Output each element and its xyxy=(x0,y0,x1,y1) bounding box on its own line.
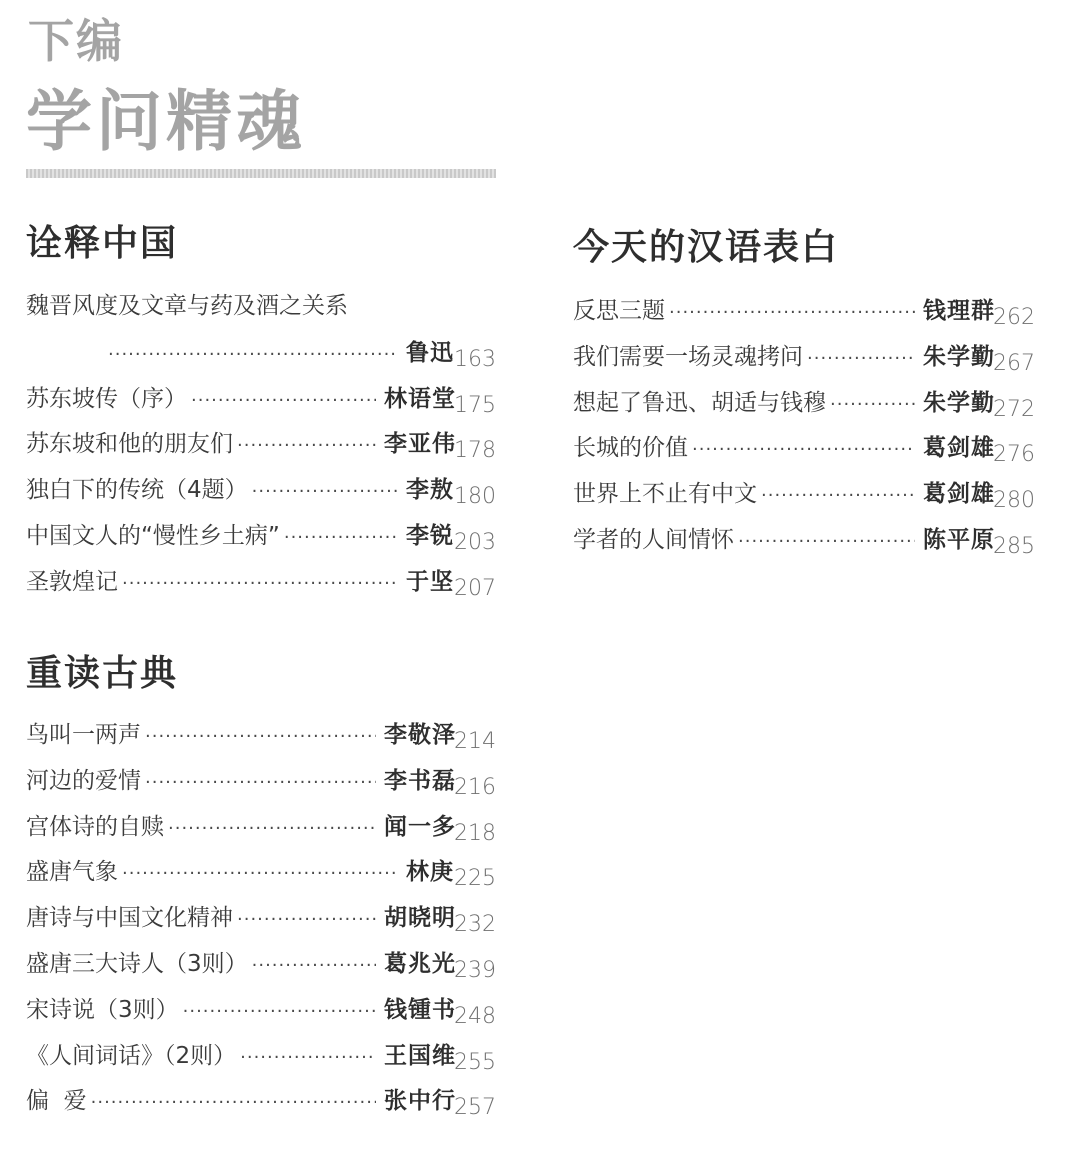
dot-leader xyxy=(826,382,915,428)
dot-leader xyxy=(87,1080,376,1126)
toc-entry[interactable] xyxy=(26,849,496,895)
entry-author: 林庚 xyxy=(406,858,454,886)
toc-entry[interactable] xyxy=(26,284,496,376)
entry-page: 262 xyxy=(993,305,1035,330)
entry-page: 239 xyxy=(454,957,496,983)
entry-page: 255 xyxy=(454,1049,496,1075)
toc-entry[interactable] xyxy=(26,513,496,559)
toc-entry[interactable] xyxy=(573,334,1035,380)
entry-author: 葛兆光 xyxy=(384,949,456,977)
entry-author: 林语堂 xyxy=(384,384,456,412)
entry-author: 朱学勤 xyxy=(923,388,995,416)
dot-leader xyxy=(757,473,915,519)
section-interpreting-china xyxy=(26,222,496,605)
section-title: 今天的汉语表白 xyxy=(573,227,840,268)
dot-leader xyxy=(141,714,376,760)
toc-entry[interactable] xyxy=(573,380,1035,426)
entry-title: 反思三题 xyxy=(573,298,665,324)
entry-title: 唐诗与中国文化精神 xyxy=(26,905,233,932)
entry-author: 朱学勤 xyxy=(923,342,995,370)
toc-entry[interactable] xyxy=(26,1033,496,1079)
part-title: 学问精魂 xyxy=(26,82,306,160)
entry-title: 长城的价值 xyxy=(573,435,688,462)
entry-title: 宫体诗的自赎 xyxy=(26,813,164,840)
entry-title: 鸟叫一两声 xyxy=(26,722,141,748)
section-title: 重读古典 xyxy=(26,653,179,694)
entry-author: 李亚伟 xyxy=(384,430,456,458)
entry-page: 163 xyxy=(454,346,496,372)
dot-leader xyxy=(141,760,376,806)
entry-page: 248 xyxy=(454,1003,496,1029)
dot-leader xyxy=(248,943,376,989)
toc-entry[interactable] xyxy=(26,467,496,513)
entry-title: 宋诗说（3则） xyxy=(26,996,179,1023)
entry-author: 钱理群 xyxy=(923,297,995,324)
entry-title: 想起了鲁迅、胡适与钱穆 xyxy=(573,389,826,416)
entry-title: 盛唐气象 xyxy=(26,859,118,886)
entry-page: 178 xyxy=(454,438,496,464)
dot-leader xyxy=(803,336,915,382)
dot-leader xyxy=(236,1035,376,1081)
entry-page: 207 xyxy=(454,575,496,601)
entry-title: 苏东坡和他的朋友们 xyxy=(26,431,233,458)
dot-leader xyxy=(734,519,915,565)
toc-list xyxy=(26,712,496,1124)
dot-leader xyxy=(118,851,398,897)
toc-entry[interactable] xyxy=(573,288,1035,334)
entry-title: 苏东坡传（序） xyxy=(26,385,187,412)
entry-page: 175 xyxy=(454,392,496,418)
toc-entry[interactable] xyxy=(26,804,496,850)
entry-title: 世界上不止有中文 xyxy=(573,481,757,508)
dot-leader xyxy=(248,469,398,515)
dot-leader xyxy=(233,423,376,469)
entry-page: 232 xyxy=(454,912,496,938)
toc-entry[interactable] xyxy=(26,712,496,758)
entry-page: 280 xyxy=(993,488,1035,514)
toc-entry[interactable] xyxy=(26,941,496,987)
entry-title: 魏晋风度及文章与药及酒之关系 xyxy=(26,293,348,319)
toc-entry[interactable] xyxy=(26,376,496,422)
dot-leader xyxy=(688,427,915,473)
entry-title: 我们需要一场灵魂拷问 xyxy=(573,343,803,370)
title-underline xyxy=(26,169,496,178)
dot-leader xyxy=(179,989,376,1035)
entry-title: 中国文人的“慢性乡土病” xyxy=(26,522,280,549)
toc-entry[interactable] xyxy=(573,517,1035,563)
entry-page: 285 xyxy=(993,533,1035,559)
section-title: 诠释中国 xyxy=(26,223,179,264)
toc-entry[interactable] xyxy=(26,1078,496,1124)
entry-title: 圣敦煌记 xyxy=(26,568,118,595)
dot-leader xyxy=(280,515,398,561)
toc-entry[interactable] xyxy=(26,421,496,467)
dot-leader xyxy=(233,897,376,943)
entry-page: 225 xyxy=(454,866,496,892)
toc-entry[interactable] xyxy=(26,895,496,941)
entry-page: 203 xyxy=(454,529,496,555)
toc-entry[interactable] xyxy=(26,559,496,605)
entry-page: 276 xyxy=(993,442,1035,468)
entry-title: 学者的人间情怀 xyxy=(573,526,734,553)
entry-page: 257 xyxy=(454,1095,496,1121)
dot-leader xyxy=(665,290,915,336)
entry-page: 267 xyxy=(993,350,1035,376)
toc-list xyxy=(573,288,1035,563)
toc-entry[interactable] xyxy=(26,758,496,804)
entry-author: 胡晓明 xyxy=(384,904,456,932)
entry-title: 独白下的传统（4题） xyxy=(26,477,248,504)
entry-title: 《人间词话》（2则） xyxy=(26,1042,237,1069)
entry-author: 李书磊 xyxy=(384,766,456,794)
entry-author: 钱锺书 xyxy=(384,995,456,1023)
dot-leader xyxy=(104,332,398,378)
entry-title: 偏 爱 xyxy=(26,1088,87,1115)
entry-author: 闻一多 xyxy=(384,812,456,840)
entry-author: 鲁迅 xyxy=(406,338,454,366)
dot-leader xyxy=(118,561,398,607)
entry-page: 214 xyxy=(454,729,496,754)
entry-author: 陈平原 xyxy=(923,525,995,553)
entry-author: 李敬泽 xyxy=(384,721,456,748)
dot-leader xyxy=(187,378,376,424)
entry-author: 于坚 xyxy=(406,567,454,595)
entry-author: 李锐 xyxy=(406,521,454,549)
entry-page: 218 xyxy=(454,820,496,846)
entry-author: 王国维 xyxy=(384,1041,456,1069)
section-todays-chinese xyxy=(573,226,1035,563)
entry-page: 272 xyxy=(993,396,1035,422)
entry-title: 河边的爱情 xyxy=(26,767,141,794)
entry-author: 张中行 xyxy=(384,1087,456,1115)
toc-entry[interactable] xyxy=(26,987,496,1033)
section-rereading-classics xyxy=(26,652,496,1124)
entry-author: 葛剑雄 xyxy=(923,480,995,508)
entry-title: 盛唐三大诗人（3则） xyxy=(26,950,248,977)
toc-entry[interactable] xyxy=(573,425,1035,471)
entry-author: 李敖 xyxy=(406,476,454,504)
entry-author: 葛剑雄 xyxy=(923,434,995,462)
toc-entry[interactable] xyxy=(573,471,1035,517)
part-label: 下编 xyxy=(28,14,124,68)
dot-leader xyxy=(164,806,376,852)
entry-page: 216 xyxy=(454,774,496,800)
toc-list xyxy=(26,284,496,605)
entry-page: 180 xyxy=(454,484,496,510)
